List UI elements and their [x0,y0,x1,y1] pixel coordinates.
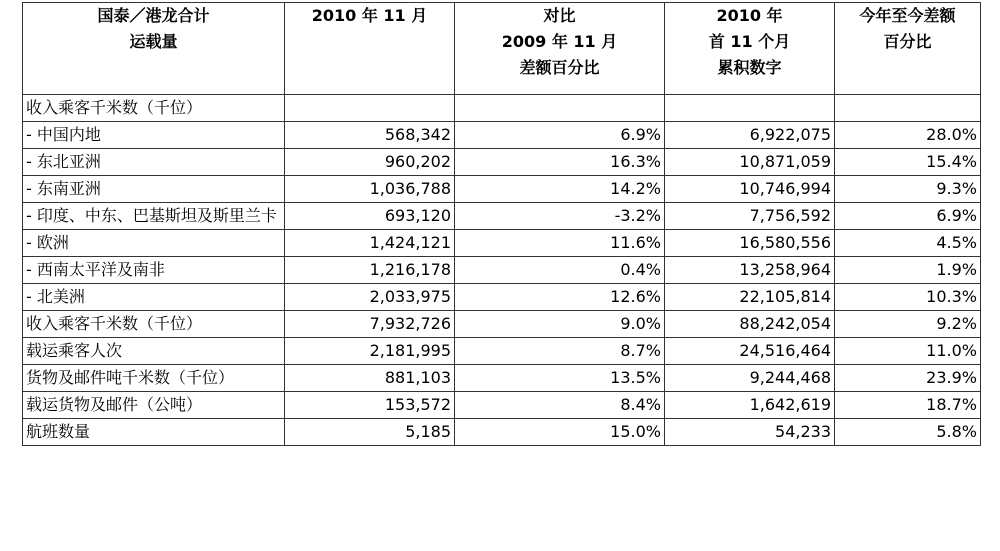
value-month-change: 9.0% [455,311,665,338]
table-row [23,257,981,284]
traffic-statistics-table [22,2,981,446]
row-label: - 印度、中东、巴基斯坦及斯里兰卡 [23,203,285,230]
table-row [23,176,981,203]
value-ytd-change: 23.9% [835,365,981,392]
value-month: 7,932,726 [285,311,455,338]
value-ytd: 22,105,814 [665,284,835,311]
value-month: 568,342 [285,122,455,149]
value-ytd-change: 10.3% [835,284,981,311]
value-month-change: 14.2% [455,176,665,203]
table-row [23,203,981,230]
header-cell-metric [23,3,285,95]
header-line: 对比 [543,6,576,25]
row-label: 载运货物及邮件（公吨） [23,392,285,419]
table-row [23,284,981,311]
header-cell-month [285,3,455,95]
header-line: 今年至今差额 [859,6,956,25]
header-line: 国泰／港龙合计 [97,6,210,25]
value-month: 153,572 [285,392,455,419]
value-month: 1,036,788 [285,176,455,203]
value-ytd-change: 4.5% [835,230,981,257]
header-line: 累积数字 [717,58,782,77]
value-ytd-change: 6.9% [835,203,981,230]
value-month-change: 16.3% [455,149,665,176]
header-line: 首 11 个月 [708,32,791,51]
header-cell-ytd [665,3,835,95]
value-month: 693,120 [285,203,455,230]
value-month-change: 6.9% [455,122,665,149]
table-row [23,311,981,338]
value-ytd: 16,580,556 [665,230,835,257]
table-row [23,365,981,392]
header-row [23,3,981,95]
value-ytd: 1,642,619 [665,392,835,419]
header-line: 2009 年 11 月 [501,32,618,51]
table-row [23,338,981,365]
value-month-change: 8.7% [455,338,665,365]
value-ytd-change: 1.9% [835,257,981,284]
table-row [23,392,981,419]
table-row [23,230,981,257]
value-month: 2,033,975 [285,284,455,311]
value-ytd-change: 11.0% [835,338,981,365]
value-month-change: 8.4% [455,392,665,419]
value-month: 881,103 [285,365,455,392]
value-ytd: 54,233 [665,419,835,446]
value-month-change: -3.2% [455,203,665,230]
table-row [23,95,981,122]
value-ytd: 88,242,054 [665,311,835,338]
value-ytd: 7,756,592 [665,203,835,230]
header-cell-month-change [455,3,665,95]
row-label: 载运乘客人次 [23,338,285,365]
row-label: - 东北亚洲 [23,149,285,176]
value-month: 1,216,178 [285,257,455,284]
table-row [23,419,981,446]
value-ytd [665,95,835,122]
table-row [23,122,981,149]
row-label: - 欧洲 [23,230,285,257]
traffic-table-container [22,2,981,446]
value-month-change: 15.0% [455,419,665,446]
row-label: - 西南太平洋及南非 [23,257,285,284]
header-line: 百分比 [883,32,932,51]
value-month-change: 0.4% [455,257,665,284]
row-label: - 中国内地 [23,122,285,149]
value-month: 960,202 [285,149,455,176]
row-label: - 东南亚洲 [23,176,285,203]
value-ytd-change: 18.7% [835,392,981,419]
value-ytd: 10,871,059 [665,149,835,176]
value-month: 5,185 [285,419,455,446]
value-ytd-change: 5.8% [835,419,981,446]
value-ytd: 9,244,468 [665,365,835,392]
row-label: 货物及邮件吨千米数（千位） [23,365,285,392]
row-label: 收入乘客千米数（千位） [23,311,285,338]
value-month: 2,181,995 [285,338,455,365]
header-cell-ytd-change [835,3,981,95]
value-ytd-change: 28.0% [835,122,981,149]
row-label: 航班数量 [23,419,285,446]
value-ytd-change: 9.2% [835,311,981,338]
table-row [23,149,981,176]
value-ytd-change: 9.3% [835,176,981,203]
row-label: - 北美洲 [23,284,285,311]
value-month-change: 12.6% [455,284,665,311]
value-month-change: 11.6% [455,230,665,257]
value-month-change [455,95,665,122]
value-ytd-change: 15.4% [835,149,981,176]
header-line: 运载量 [129,32,178,51]
value-ytd: 24,516,464 [665,338,835,365]
value-month-change: 13.5% [455,365,665,392]
row-label: 收入乘客千米数（千位） [23,95,285,122]
header-line: 2010 年 11 月 [311,6,428,25]
value-month [285,95,455,122]
header-line: 2010 年 [716,6,783,25]
header-line: 差额百分比 [519,58,600,77]
value-ytd-change [835,95,981,122]
value-month: 1,424,121 [285,230,455,257]
value-ytd: 10,746,994 [665,176,835,203]
value-ytd: 6,922,075 [665,122,835,149]
value-ytd: 13,258,964 [665,257,835,284]
